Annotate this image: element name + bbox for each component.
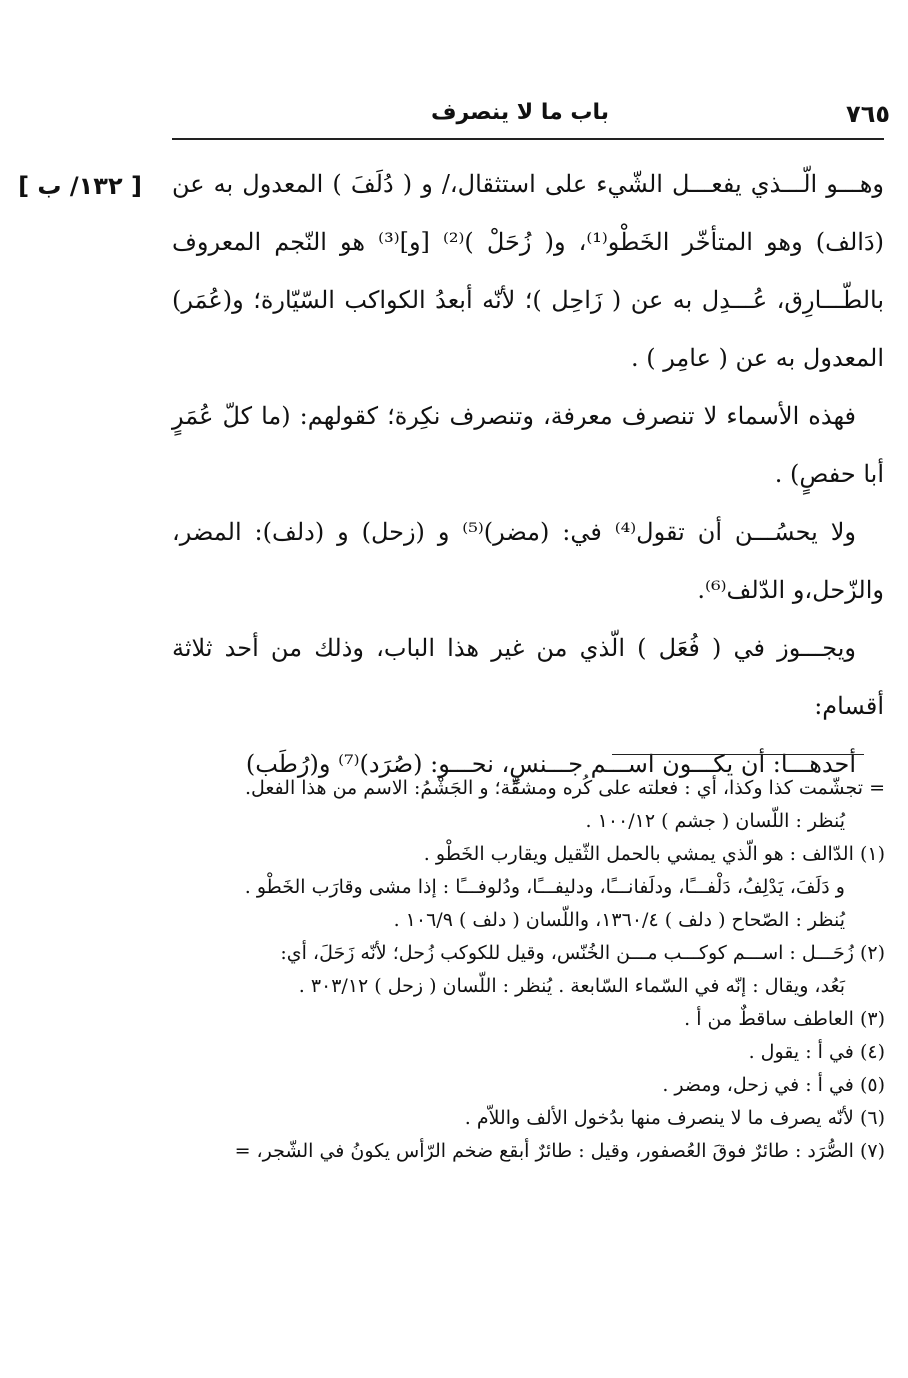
page-number: ٧٦٥ xyxy=(846,100,890,128)
footnote-line: يُنظر : الصّحاح ( دلف ) ١٣٦٠/٤، واللّسان ( دلف ) ١٠٦/٩ . xyxy=(393,909,845,931)
footnote-line: الصُّرَد : طائرٌ فوقَ العُصفور، وقيل : طائرٌ أبقع ضخم الرّأس يكونُ في الشّجر، xyxy=(256,1140,854,1162)
footnote-6 xyxy=(140,1102,885,1135)
footnote-line: في أ : يقول . xyxy=(748,1041,854,1063)
footnote-line: لأنّه يصرف ما لا ينصرف منها بدُخول الألف واللاّم . xyxy=(464,1107,854,1129)
footnote-2 xyxy=(140,937,885,970)
footnote-4 xyxy=(140,1036,885,1069)
footnote-number: = xyxy=(869,777,885,799)
footnotes xyxy=(140,772,885,1168)
footnote-number: (٤) xyxy=(859,1041,885,1063)
main-text xyxy=(172,155,884,793)
footnote-separator xyxy=(612,754,864,755)
paragraph-5: أحدهـــا: أن يكـــون اســـم جـــنسٍ، نحـــو: (صُرَد)⁽⁷⁾ و(رُطَب) xyxy=(245,750,856,778)
footnote-line: بَعُد، ويقال : إنّه في السّماء السّابعة . يُنظر : اللّسان ( زحل ) ٣٠٣/١٢ . xyxy=(298,975,845,997)
header-rule xyxy=(172,138,884,140)
footnote-line: و دَلَفَ، يَدْلِفُ، دَلْفـــًا، ودلَفانـــًا، ودليفـــًا، ودُلوفـــًا : إذا مشى وقارَب الخَطْو . xyxy=(244,876,845,898)
footnote-line: زُحَـــل : اســـم كوكـــب مـــن الخُنّس، وقيل للكوكب زُحل؛ لأنّه زَحَلَ، أي: xyxy=(280,942,854,964)
footnote-number: (٣) xyxy=(859,1008,885,1030)
footnote-line: تجشّمت كذا وكذا، أي : فعلته على كُره ومشقّة؛ و الجَشْمُ: الاسم من هذا الفعل. xyxy=(244,777,864,799)
footnote-number: (٦) xyxy=(859,1107,885,1129)
footnote-number: (١) xyxy=(859,843,885,865)
footnote-line: يُنظر : اللّسان ( جشم ) ١٠٠/١٢ . xyxy=(585,810,845,832)
footnote-number: (٥) xyxy=(859,1074,885,1096)
footnote-line: الدّالف : هو الّذي يمشي بالحمل الثّقيل ويقارب الخَطْو . xyxy=(423,843,854,865)
footnote-5 xyxy=(140,1069,885,1102)
footnote-number: (٧) xyxy=(859,1140,885,1162)
footnote-7 xyxy=(140,1135,885,1168)
paragraph-4: ويجـــوز في ( فُعَل ) الّذي من غير هذا الباب، وذلك من أحد ثلاثة أقسام: xyxy=(172,634,884,720)
paragraph-3: ولا يحسُـــن أن تقول⁽⁴⁾ في: (مضر)⁽⁵⁾ و (زحل) و (دلف): المضر، والزّحل،و الدّلف⁽⁶⁾. xyxy=(172,518,884,604)
footnote-line: في أ : في زحل، ومضر . xyxy=(662,1074,854,1096)
continuation-mark: = xyxy=(234,1140,251,1162)
paragraph-2: فهذه الأسماء لا تنصرف معرفة، وتنصرف نكِرة؛ كقولهم: (ما كلّ عُمَرٍ أبا حفصٍ) . xyxy=(172,402,884,488)
paragraph-1: وهـــو الّـــذي يفعـــل الشّيء على استثقال،/ و ( دُلَفَ ) المعدول به عن (دَالف) وهو المتأخّر الخَطْو⁽¹⁾، و( زُحَلْ )⁽²⁾ [و]⁽³⁾ هو النّجم المعروف بالطّـــارِق، عُـــدِل به عن ( زَاحِل )؛ لأنّه أبعدُ الكواكب السّيّارة؛ و(عُمَر) المعدول به عن ( عامِر ) . xyxy=(172,170,885,372)
footnote-1 xyxy=(140,838,885,871)
footnote-continued xyxy=(140,772,885,805)
footnote-line: العاطف ساقطٌ من أ . xyxy=(684,1008,854,1030)
footnote-3 xyxy=(140,1003,885,1036)
manuscript-folio-marker: [ ١٣٢/ ب ] xyxy=(18,172,142,200)
footnote-number: (٢) xyxy=(859,942,885,964)
running-title: باب ما لا ينصرف xyxy=(430,100,610,125)
